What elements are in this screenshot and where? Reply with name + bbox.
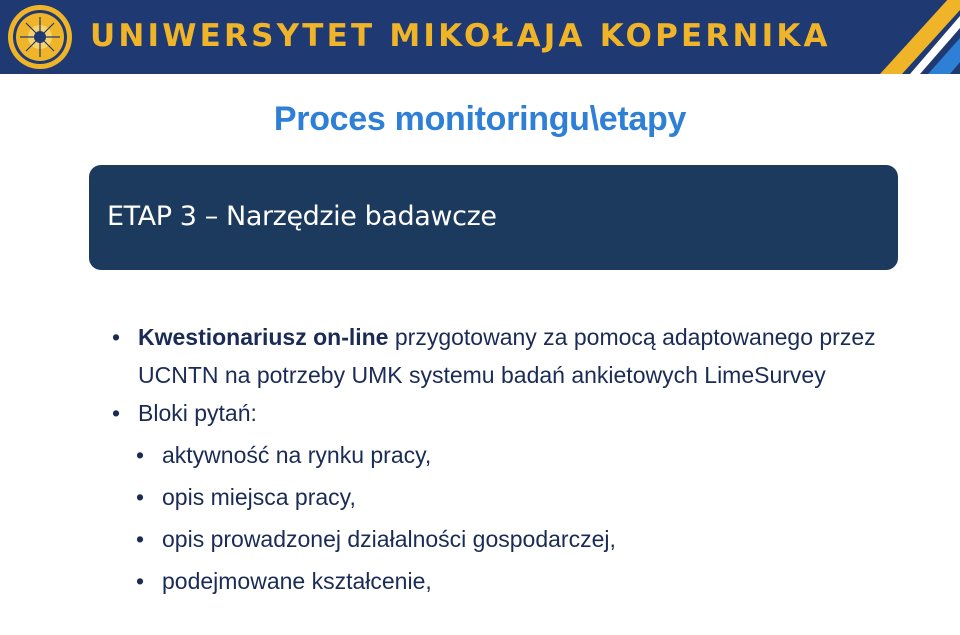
sub-bullet-text: opis prowadzonej działalności gospodarczej, xyxy=(162,526,616,552)
etap-label: ETAP 3 – Narzędzie badawcze xyxy=(107,201,497,232)
list-item xyxy=(136,560,912,602)
header-banner xyxy=(0,0,960,74)
list-item xyxy=(112,318,912,394)
university-seal-icon xyxy=(6,3,74,71)
list-item xyxy=(112,394,912,432)
question-blocks-list xyxy=(136,434,912,602)
etap-banner xyxy=(89,165,898,270)
slide-title: Proces monitoringu\etapy xyxy=(273,100,687,138)
sub-bullet-text: podejmowane kształcenie, xyxy=(162,568,432,594)
list-item xyxy=(136,476,912,518)
university-name: UNIWERSYTET MIKOŁAJA KOPERNIKA xyxy=(90,18,831,54)
list-item xyxy=(136,434,912,476)
list-item xyxy=(136,518,912,560)
sub-bullet-text: opis miejsca pracy, xyxy=(162,484,356,510)
sub-bullet-text: aktywność na rynku pracy, xyxy=(162,442,432,468)
bullet-text: przygotowany za pomocą adaptowanego przez UCNTN na potrzeby UMK systemu badań ankietowych LimeSurvey xyxy=(138,324,876,388)
slide-content xyxy=(112,318,912,602)
bullet-text: Bloki pytań: xyxy=(138,400,257,426)
bullet-lead: Kwestionariusz on-line xyxy=(138,324,389,350)
decorative-stripes xyxy=(840,0,960,74)
